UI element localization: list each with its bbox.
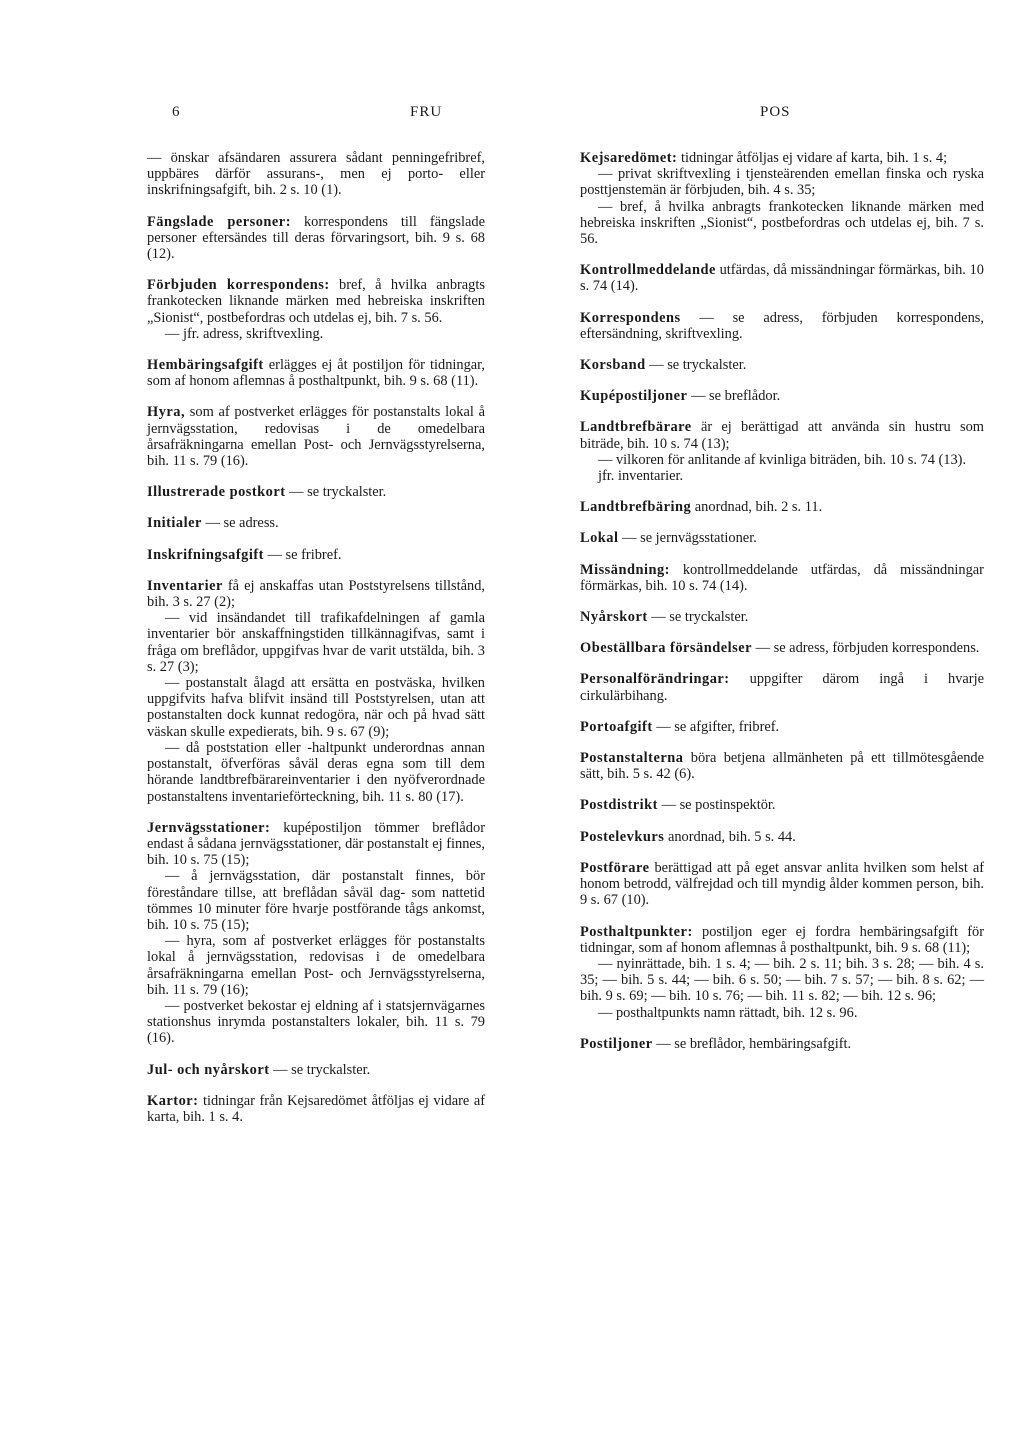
entry-subitem: — bref, å hvilka anbragts frankotecken liknande märken med hebreiska inskriften „Sionist“, postbefordras och utdelas ej, bih. 7 s. 56.	[580, 198, 984, 248]
index-entry	[147, 150, 485, 199]
entry-first-line	[147, 1062, 485, 1078]
index-entry	[147, 578, 485, 805]
entry-body: — se jernvägsstationer.	[622, 530, 757, 547]
entry-body: utfärdas, då missändningar förmärkas, bih. 10 s. 74 (14).	[580, 262, 984, 295]
entry-term: Landtbrefbärare	[580, 419, 692, 436]
entry-body: — se breflådor, hembäringsafgift.	[656, 1035, 852, 1052]
entry-first-line	[580, 419, 984, 451]
entry-term: Landtbrefbäring	[580, 499, 692, 516]
entry-subitem: — postverket bekostar ej eldning af i statsjernvägarnes stationshus inrymda postanstalters lokaler, bih. 11 s. 79 (16).	[147, 997, 485, 1047]
entry-subitem: — då poststation eller -haltpunkt underordnas annan postanstalt, öfverföras såväl deras egna som till dem hörande landtbrefbärareinventarier i den nyöfverordnade postanstaltens inventarieförteckning, bih. 11 s. 80 (17).	[147, 739, 485, 805]
entry-subitem: — privat skriftvexling i tjensteärenden emellan finska och ryska posttjenstemän är förbjuden, bih. 4 s. 35;	[580, 166, 984, 199]
index-entry	[580, 924, 984, 1021]
entry-subitem: — å jernvägsstation, där postanstalt finnes, bör föreståndare tillse, att breflådan såväl dag- som nattetid tömmes 10 minuter före hvarje postförande tågs ankomst, bih. 10 s. 75 (15);	[147, 868, 485, 933]
entry-body: — önskar afsändaren assurera sådant penningefribref, uppbäres därför assurans-, men ej porto- eller inskrifningsafgift, bih. 2 s. 10 (1).	[147, 150, 485, 199]
entry-term: Kejsaredömet:	[580, 150, 678, 166]
running-head-right: POS	[760, 104, 791, 120]
entry-first-line	[580, 671, 984, 703]
entry-first-line	[580, 562, 984, 594]
entry-first-line	[580, 499, 984, 515]
entry-body: — se tryckalster.	[649, 357, 747, 374]
entry-body: postiljon eger ej fordra hembäringsafgift för tidningar, som af honom aflemnas å posthaltpunkt, bih. 9 s. 68 (11);	[580, 923, 984, 956]
entry-term: Illustrerade postkort	[147, 484, 286, 501]
entry-first-line	[580, 609, 984, 625]
entry-term: Portoafgift	[580, 718, 653, 735]
index-entry	[580, 797, 984, 813]
index-entry	[580, 310, 984, 342]
entry-term: Personalförändringar:	[580, 671, 730, 688]
entry-body: — se tryckalster.	[651, 609, 749, 626]
entry-body: — se tryckalster.	[289, 484, 387, 501]
index-entry	[147, 515, 485, 531]
entry-first-line	[580, 924, 984, 956]
entry-term: Kupépostiljoner	[580, 388, 688, 405]
entry-body: är ej berättigad att använda sin hustru som biträde, bih. 10 s. 74 (13);	[580, 419, 984, 452]
entry-first-line	[580, 388, 984, 404]
entry-term: Kartor:	[147, 1092, 199, 1109]
entry-term: Hyra,	[147, 404, 186, 421]
page-number: 6	[172, 104, 181, 120]
index-entry	[147, 1093, 485, 1125]
index-entry	[580, 750, 984, 782]
entry-first-line	[580, 262, 984, 294]
entry-term: Nyårskort	[580, 609, 648, 626]
entry-body: — se breflådor.	[691, 388, 781, 405]
entry-body: kontrollmeddelande utfärdas, då missändningar förmärkas, bih. 10 s. 74 (14).	[580, 561, 984, 594]
entry-body: — se adress.	[205, 515, 279, 532]
index-entry	[580, 860, 984, 909]
entry-body: — se fribref.	[267, 546, 342, 563]
index-entry	[147, 214, 485, 263]
entry-first-line	[147, 578, 485, 610]
entry-first-line	[580, 750, 984, 782]
entry-first-line	[580, 797, 984, 813]
entry-first-line	[147, 150, 485, 199]
entry-first-line	[147, 1093, 485, 1125]
entry-term: Missändning:	[580, 561, 670, 578]
entry-subitem: — vilkoren för anlitande af kvinliga biträden, bih. 10 s. 74 (13).	[598, 451, 967, 468]
entry-term: Inventarier	[147, 577, 223, 594]
entry-body: tidningar från Kejsaredömet åtföljas ej vidare af karta, bih. 1 s. 4.	[147, 1092, 486, 1125]
entry-term: Initialer	[147, 515, 202, 532]
entry-term: Postelevkurs	[580, 828, 665, 845]
entry-term: Jul- och nyårskort	[147, 1061, 270, 1078]
entry-subitem: jfr. inventarier.	[598, 468, 684, 485]
index-entry	[580, 499, 984, 515]
index-entry	[580, 640, 984, 656]
entry-body: — se adress, förbjuden korrespondens.	[755, 640, 980, 657]
entry-body: anordnad, bih. 2 s. 11.	[694, 499, 823, 516]
entry-first-line	[580, 640, 984, 656]
index-entry	[580, 562, 984, 594]
entry-first-line	[147, 547, 485, 563]
entry-first-line	[580, 530, 984, 546]
running-head-left: FRU	[410, 104, 443, 120]
index-entry	[147, 484, 485, 500]
entry-term: Postiljoner	[580, 1035, 653, 1052]
index-entry	[580, 671, 984, 703]
index-entry	[580, 388, 984, 404]
entry-body: kupépostiljon tömmer breflådor endast å sådana jernvägsstationer, där postanstalt ej finnes, bih. 10 s. 75 (15);	[147, 819, 485, 869]
entry-first-line	[580, 860, 984, 909]
entry-body: — se afgifter, fribref.	[656, 718, 780, 735]
index-entry	[580, 609, 984, 625]
entry-term: Förbjuden korrespondens:	[147, 277, 330, 294]
index-entry	[147, 357, 485, 389]
entry-subitem: — jfr. adress, skriftvexling.	[165, 325, 324, 342]
entry-subitem: — hyra, som af postverket erlägges för postanstalts lokal å jernvägsstation, redovisas i de omedelbara årsafräkningarna emellan Post- och Jernvägsstyrelserna, bih. 11 s. 79 (16);	[147, 933, 485, 998]
entry-first-line	[147, 820, 485, 869]
entry-subitem: — posthaltpunkts namn rättadt, bih. 12 s. 96.	[598, 1004, 858, 1021]
entry-body: erlägges ej åt postiljon för tidningar, som af honom aflemnas å posthaltpunkt, bih. 9 s. 68 (11).	[147, 357, 485, 390]
index-entry	[580, 419, 984, 484]
entry-body: bref, å hvilka anbragts frankotecken liknande märken med hebreiska inskriften „Sionist“, postbefordras och utdelas ej, bih. 7 s. 56.	[147, 277, 485, 326]
entry-first-line	[580, 357, 984, 373]
right-column	[580, 150, 984, 1052]
entry-body: uppgifter därom ingå i hvarje cirkulärbihang.	[580, 671, 984, 704]
entry-term: Postanstalterna	[580, 750, 684, 767]
entry-term: Kontrollmeddelande	[580, 262, 716, 279]
entry-body: som af postverket erlägges för postanstalts lokal å jernvägsstation, redovisas i de omedelbara årsafräkningarna emellan Post- och Jernvägsstyrelserna, bih. 11 s. 79 (16).	[147, 404, 485, 470]
entry-first-line	[147, 404, 485, 469]
entry-first-line	[147, 277, 485, 326]
entry-body: anordnad, bih. 5 s. 44.	[667, 828, 796, 845]
entry-term: Inskrifningsafgift	[147, 546, 264, 563]
left-column	[147, 150, 485, 1125]
entry-first-line	[580, 719, 984, 735]
entry-subitem: — nyinrättade, bih. 1 s. 4; — bih. 2 s. 11; bih. 3 s. 28; — bih. 4 s. 35; — bih. 5 s. 44; — bih. 6 s. 50; — bih. 7 s. 57; — bih. 8 s. 62; — bih. 9 s. 69; — bih. 10 s. 76; — bih. 11 s. 82; — bih. 12 s. 96;	[580, 955, 984, 1005]
index-entry	[580, 530, 984, 546]
index-entry	[147, 277, 485, 342]
entry-term: Lokal	[580, 530, 619, 547]
entry-term: Jernvägsstationer:	[147, 819, 271, 836]
entry-first-line	[580, 310, 984, 342]
entry-first-line	[147, 484, 485, 500]
entry-body: — se tryckalster.	[273, 1061, 371, 1078]
entry-first-line	[580, 829, 984, 845]
entry-term: Posthaltpunkter:	[580, 923, 693, 940]
entry-body: tidningar åtföljas ej vidare af karta, bih. 1 s. 4;	[680, 150, 948, 166]
entry-body: böra betjena allmänheten på ett tillmötesgående sätt, bih. 5 s. 42 (6).	[580, 750, 984, 783]
entry-first-line	[147, 357, 485, 389]
entry-body: — se adress, förbjuden korrespondens, eftersändning, skriftvexling.	[580, 309, 984, 342]
entry-first-line	[580, 1036, 984, 1052]
index-entry	[580, 262, 984, 294]
entry-term: Fängslade personer:	[147, 213, 291, 230]
index-entry	[580, 719, 984, 735]
entry-term: Korsband	[580, 357, 646, 374]
index-entry	[580, 829, 984, 845]
entry-subitem: — postanstalt ålagd att ersätta en postväska, hvilken uppgifvits hafva blifvit insänd till Poststyrelsen, utan att postanstalten dock kunnat redogöra, när och på hvad sätt väskan skulle expedierats, bih. 9 s. 67 (9);	[147, 675, 485, 740]
entry-first-line	[147, 214, 485, 263]
entry-body: få ej anskaffas utan Poststyrelsens tillstånd, bih. 3 s. 27 (2);	[147, 577, 485, 611]
entry-subitem: — vid insändandet till trafikafdelningen af gamla inventarier bör anskaffningstiden tillkännagifvas, samt i fråga om breflådor, uppgifvas hvar de varit utstälda, bih. 3 s. 27 (3);	[147, 610, 485, 675]
index-entry	[580, 150, 984, 247]
index-entry	[147, 1062, 485, 1078]
index-entry	[147, 404, 485, 469]
entry-term: Postdistrikt	[580, 797, 658, 814]
entry-body: korrespondens till fängslade personer eftersändes till deras förvaringsort, bih. 9 s. 68 (12).	[147, 213, 485, 263]
entry-term: Korrespondens	[580, 309, 681, 326]
entry-term: Obeställbara försändelser	[580, 640, 752, 657]
index-entry	[147, 820, 485, 1047]
entry-first-line	[147, 515, 485, 531]
entry-first-line	[580, 150, 984, 166]
index-entry	[580, 357, 984, 373]
entry-term: Postförare	[580, 859, 650, 876]
entry-body: — se postinspektör.	[661, 797, 776, 814]
page-header	[0, 104, 1024, 128]
entry-term: Hembäringsafgift	[147, 357, 264, 374]
entry-body: berättigad att på eget ansvar anlita hvilken som helst af honom betrodd, välfrejdad och till myndig ålder kommen person, bih. 9 s. 67 (10).	[580, 859, 984, 909]
index-entry	[580, 1036, 984, 1052]
index-entry	[147, 547, 485, 563]
